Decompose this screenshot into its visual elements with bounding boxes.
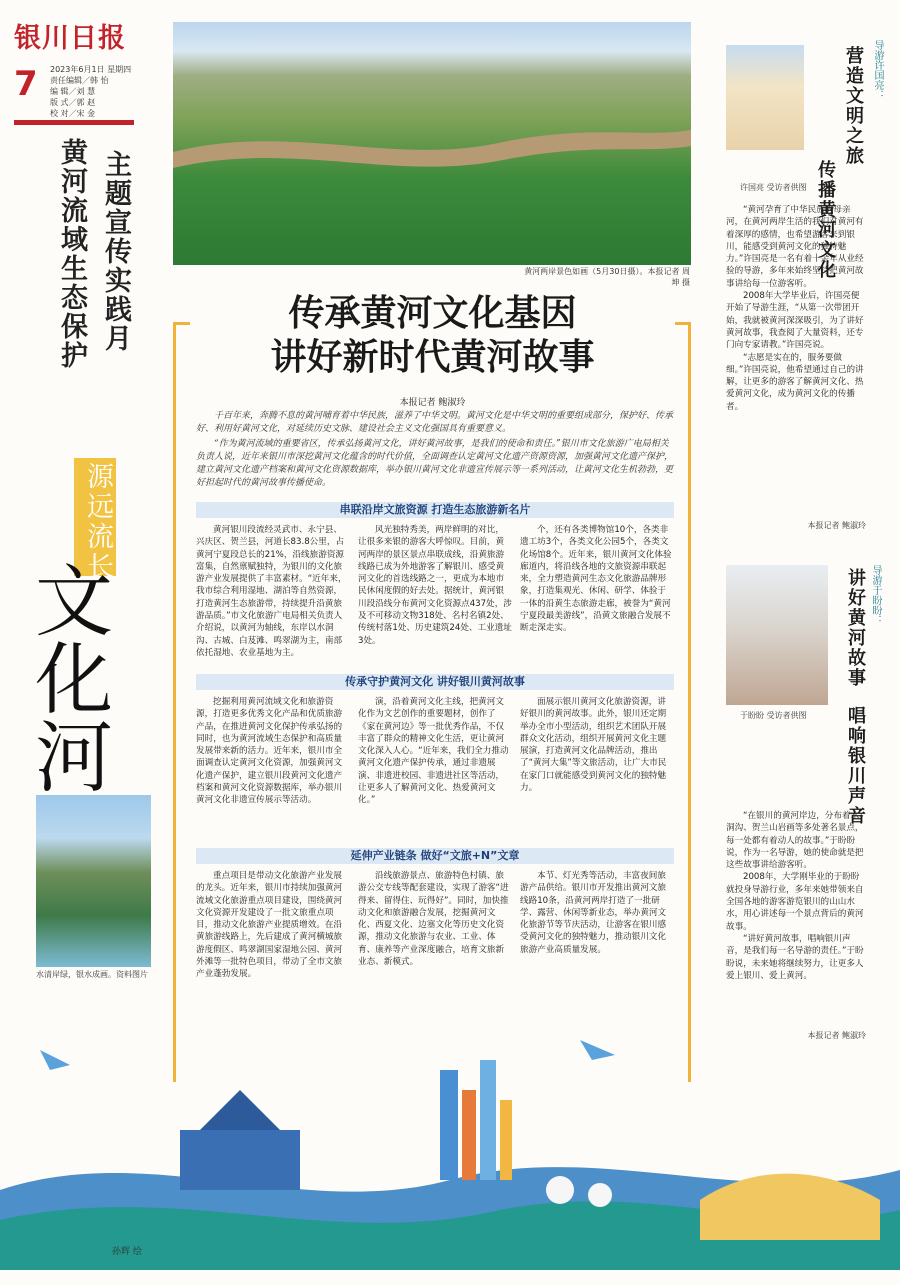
photo-caption: 于盼盼 受访者供图 bbox=[740, 711, 807, 720]
section-title-line-2: 黄河流域生态保护 bbox=[56, 138, 87, 370]
masthead-title: 银川日报 bbox=[14, 23, 126, 54]
body-column: 本节、灯光秀等活动，丰富夜间旅游产品供给。银川市开发推出黄河文旅线路10条，沿黄河两岸打造了一批研学、露营、休闲等新业态，举办黄河文化旅游节等节庆活动，让游客在银川感受黄河文化的独特魅力，推动银川文化旅游产业高质量发展。 bbox=[520, 871, 667, 955]
story-headline: 唱响银川声音 bbox=[845, 706, 866, 826]
body-paragraph: “志愿是实在的，服务要做细。”许国亮说，他希望通过自己的讲解，让更多的游客了解黄河文化、热爱黄河文化，成为黄河文化的传播者。 bbox=[726, 352, 864, 412]
masthead-rule bbox=[14, 120, 134, 125]
section-body bbox=[196, 870, 674, 1030]
lead-paragraph: 千百年来，奔腾不息的黄河哺育着中华民族，滋养了中华文明。黄河文化是中华文明的重要组成部分，保护好、传承好、利用好黄河文化，对延续历史文脉、建设社会主义文化强国具有重要意义。 bbox=[196, 411, 674, 434]
body-column: 黄河银川段流经灵武市、永宁县、兴庆区、贺兰县，河道长83.8公里，占黄河宁夏段总长的21%，沿线旅游资源富集，自然禀赋独特，为银川的文化旅游产业发展提供了丰富素材。“近年来，我市综合利用湿地、湖泊等自然资源，打造黄河生态旅游带，持续提升沿黄旅游品质。”市文化旅游广电局相关负责人介绍说，以黄河为轴线，东岸以水洞沟、古城、白芨滩、鸣翠湖为主，南部依托湿地、农业基地为主。 bbox=[196, 525, 347, 658]
story-body bbox=[726, 810, 866, 1020]
body-paragraph: “在银川的黄河岸边，分布着水洞沟、贺兰山岩画等多处著名景点，每一处都有着动人的故事。”于盼盼说，作为一名导游，她的使命就是把这些故事讲给游客听。 bbox=[726, 811, 864, 871]
body-column: 沿线旅游景点、旅游特色村镇、旅游公交专线等配套建设，实现了游客“进得来、留得住、玩得好”。同时，加快推动文化和旅游融合发展，挖掘黄河文化、西夏文化、边塞文化等历史文化资源，推动文化旅游与农业、工业、体育、康养等产业深度融合，培育文旅新业态、新模式。 bbox=[358, 871, 509, 968]
hero-photo bbox=[173, 22, 691, 265]
photo-caption: 许国亮 受访者供图 bbox=[740, 183, 807, 192]
section-body bbox=[196, 696, 674, 836]
story-credit: 本报记者 鲍淑玲 bbox=[807, 521, 866, 530]
staff-line: 校 对／宋 金 bbox=[50, 109, 96, 118]
left-photo-caption: 水清岸绿，银水成画。资料图片 bbox=[36, 970, 148, 979]
body-paragraph: “黄河孕育了中华民族的母亲河，在黄河两岸生活的我们对黄河有着深厚的感情，也希望游客来到银川，能感受到黄河文化的独特魅力。”许国亮是一名有着十余年从业经验的导游，多年来始终坚持把黄河故事讲给每一位游客听。 bbox=[726, 205, 864, 289]
body-paragraph: 2008年大学毕业后，许国亮便开始了导游生涯，“从第一次带团开始，我就被黄河深深吸引，为了讲好黄河故事，我查阅了大量资料，还专门向专家请教。”许国亮说。 bbox=[726, 291, 864, 351]
story-headline: 传播黄河文化 bbox=[815, 160, 836, 280]
section-heading: 延伸产业链条 做好“文旅+N”文章 bbox=[196, 848, 674, 864]
masthead-meta bbox=[50, 64, 140, 119]
body-column: 个，还有各类博物馆10个，各类非遗工坊3个，各类文化公园5个，各类文化场馆8个。近年来，银川黄河文化体验廊道内，将沿线各地的文旅资源串联起来，全力塑造黄河生态文化旅游品牌形象，打造集观光、休闲、研学、体验于一体的沿黄生态旅游走廊，被誉为“黄河宁夏段最美游线”，沿黄文旅融合发展不断走深走实。 bbox=[520, 525, 672, 634]
portrait-photo bbox=[726, 45, 804, 150]
lakeside-photo bbox=[36, 795, 151, 967]
staff-line: 编 辑／刘 慧 bbox=[50, 87, 96, 96]
frame-border bbox=[688, 322, 691, 1082]
body-column: 重点项目是带动文化旅游产业发展的龙头。近年来，银川市持续加强黄河流域文化旅游重点项目建设，围绕黄河文化资源开发建设了一批文旅重点项目，推动文化旅游产业提质增效。在沿黄旅游线路上，先后建成了黄河横城旅游度假区、鸣翠湖国家湿地公园、黄河外滩等一批特色项目，带动了全市文旅产业蓬勃发展。 bbox=[196, 871, 343, 980]
bottom-illustration bbox=[0, 1010, 900, 1270]
river-illustration bbox=[173, 112, 691, 172]
body-paragraph: “讲好黄河故事，唱响银川声音，是我们每一名导游的责任。”于盼盼说，未来她将继续努力，让更多人爱上银川、爱上黄河。 bbox=[726, 933, 864, 981]
portrait-photo bbox=[726, 565, 828, 705]
hero-caption: 黄河两岸景色如画（5月30日摄）。本报记者 周坤 摄 bbox=[524, 267, 690, 287]
headline-line-2: 讲好新时代黄河故事 bbox=[270, 337, 595, 378]
issue-date: 2023年6月1日 星期四 bbox=[50, 65, 132, 74]
section-title-line-1: 主题宣传实践月 bbox=[100, 150, 131, 353]
headline-line-1: 传承黄河文化基因 bbox=[288, 293, 577, 334]
section-heading: 串联沿岸文旅资源 打造生态旅游新名片 bbox=[196, 502, 674, 518]
body-column: 挖掘利用黄河流域文化和旅游资源，打造更多优秀文化产品和优质旅游产品，在推进黄河文化保护传承弘扬的同时，也为黄河流域生态保护和高质量发展带来新的活力。近年来，银川市全面调查认定黄河文化资源，加强黄河文化遗产保护，建立银川段黄河文化遗产档案和黄河文化资源数据库，举办银川黄河文化非遗宣传展示等活动。 bbox=[196, 697, 343, 806]
frame-border bbox=[173, 322, 176, 1082]
calligraphy-title: 文化河 bbox=[22, 560, 112, 794]
headline bbox=[190, 292, 675, 380]
story-kicker: 导游于盼盼： bbox=[870, 565, 881, 625]
body-column: 演，沿着黄河文化主线，把黄河文化作为文艺创作的重要题材，创作了《家在黄河边》等一批优秀作品，不仅丰富了群众的精神文化生活，更让黄河文化深入人心。“近年来，我们全力推动黄河文化遗产保护传承，通过非遗展演、非遗进校园、非遗进社区等活动，让更多人了解黄河文化、热爱黄河文化。” bbox=[358, 697, 509, 806]
section-heading: 传承守护黄河文化 讲好银川黄河故事 bbox=[196, 674, 674, 690]
illustration-credit: 孙辉 绘 bbox=[112, 1247, 142, 1257]
story-kicker: 导游许国亮： bbox=[872, 40, 883, 100]
body-column: 面展示银川黄河文化旅游资源，讲好银川的黄河故事。此外，银川还定期举办全市小型活动，组织艺术团队开展群众文化活动，组织开展黄河文化主题展演，打造黄河文化品牌活动，推出了“黄河大集”等文旅活动，让广大市民在家门口就能感受到黄河文化的独特魅力。 bbox=[520, 697, 667, 794]
series-label: 源远流长 bbox=[82, 462, 113, 582]
lead-paragraph: “作为黄河流域的重要省区，传承弘扬黄河文化，讲好黄河故事，是我们的使命和责任。”银川市文化旅游广电局相关负责人说，近年来银川市深挖黄河文化蕴含的时代价值，全面调查认定黄河文化遗产资源资源，加强黄河文化遗产保护，建立黄河文化遗产档案和黄河文化资源数据库，举办银川黄河文化非遗宣传展示等一系列活动，让黄河文化生机勃勃，更好担起时代的黄河故事传播使命。 bbox=[196, 439, 674, 488]
masthead bbox=[14, 16, 144, 55]
section-body bbox=[196, 524, 674, 664]
page-number: 7 bbox=[14, 64, 38, 104]
lead-paragraphs bbox=[196, 410, 674, 492]
staff-line: 版 式／郭 赵 bbox=[50, 98, 96, 107]
byline: 本报记者 鲍淑玲 bbox=[399, 398, 466, 408]
staff-line: 责任编辑／韩 怡 bbox=[50, 76, 109, 85]
story-headline: 讲好黄河故事 bbox=[845, 568, 866, 688]
story-credit: 本报记者 鲍淑玲 bbox=[807, 1031, 866, 1040]
body-column: 风光独特秀美，两岸鲜明的对比，让很多来银的游客大呼惊叹。目前，黄河两岸的景区景点串联成线，沿黄旅游线路已成为外地游客了解银川、感受黄河文化的首选线路之一，更成为本地市民休闲度假的好去处。据统计，黄河银川段沿线分布黄河文化资源点437处，涉及不可移动文物318处、名村名镇2处、传统村落1处、历史建筑24处、工业遗址3处。 bbox=[358, 525, 512, 646]
story-body bbox=[726, 204, 866, 494]
story-headline: 营造文明之旅 bbox=[843, 46, 864, 166]
body-paragraph: 2008年，大学刚毕业的于盼盼就投身导游行业，多年来她带领来自全国各地的游客游览银川的山山水水，用心讲述每一个景点背后的黄河故事。 bbox=[726, 872, 864, 932]
